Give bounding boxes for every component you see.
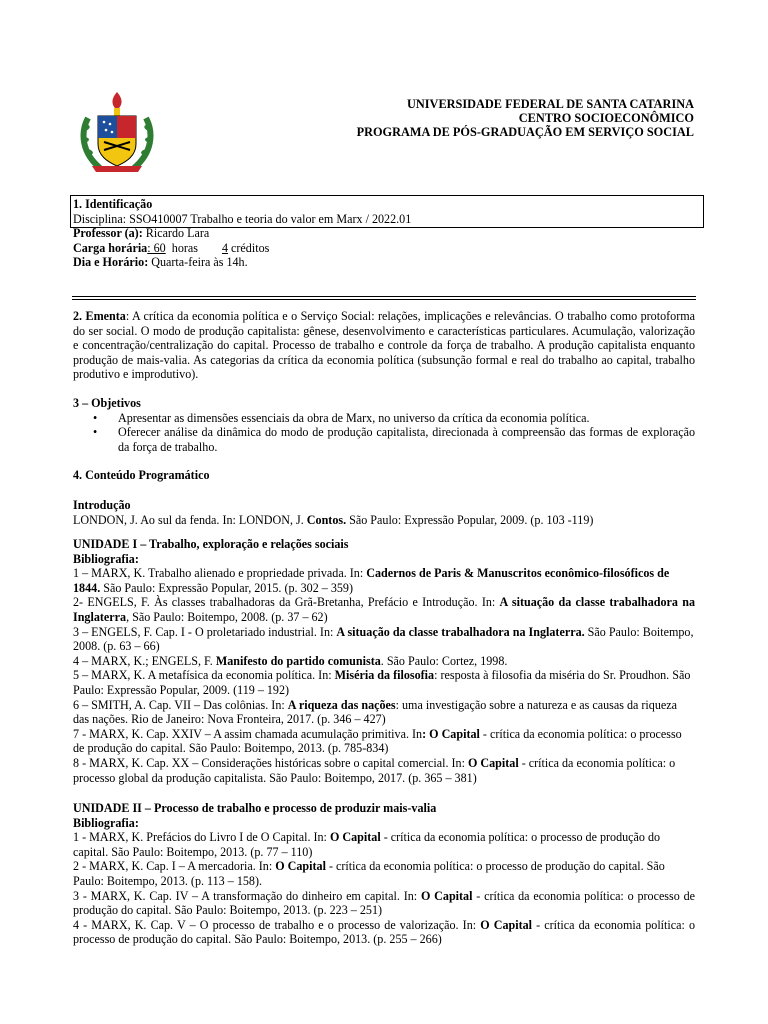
schedule-label: Dia e Horário:	[73, 255, 149, 270]
unit-1-bibliography-label: Bibliografia:	[73, 551, 139, 566]
unit-2-bibliography-label: Bibliografia:	[73, 815, 139, 830]
discipline-line: Disciplina: SSO410007 Trabalho e teoria do valor em Marx / 2022.01	[73, 211, 412, 226]
reference-item: 4 – MARX, K.; ENGELS, F. Manifesto do partido comunista. São Paulo: Cortez, 1998.	[73, 653, 508, 668]
unit-1-heading: UNIDADE I – Trabalho, exploração e relações sociais	[73, 537, 349, 551]
university-name: UNIVERSIDADE FEDERAL DE SANTA CATARINA	[407, 97, 694, 111]
reference-item: 4 - MARX, K. Cap. V – O processo de trabalho e o processo de valorização. In: O Capital - crítica da economia política: o processo de produção do capital. São Paulo: Boitempo, 2013. (p. 255 – 266)	[73, 917, 696, 947]
introduction-section	[73, 498, 695, 527]
objectives-heading: 3 – Objetivos	[73, 396, 141, 410]
reference-item: 5 – MARX, K. A metafísica da economia política. In: Miséria da filosofia: resposta à filosofia da miséria do Sr. Proudhon. São Paulo: Expressão Popular, 2009. (119 – 192)	[73, 668, 691, 697]
bullet-icon: •	[93, 425, 98, 440]
professor-line	[73, 226, 695, 241]
university-seal-logo	[74, 88, 160, 174]
program-name: PROGRAMA DE PÓS-GRADUAÇÃO EM SERVIÇO SOCIAL	[356, 125, 694, 139]
professor-value: Ricardo Lara	[142, 226, 210, 241]
schedule-value: Quarta-feira às 14h.	[148, 255, 248, 270]
divider-bottom	[72, 299, 696, 300]
reference-item: 3 – ENGELS, F. Cap. I - O proletariado industrial. In: A situação da classe trabalhadora na Inglaterra. São Paulo: Boitempo, 2008. (p. 63 – 66)	[73, 624, 694, 654]
identification-heading: 1. Identificação	[73, 197, 153, 211]
reference-item: 8 - MARX, K. Cap. XX – Considerações históricas sobre o capital comercial. In: O Capital - crítica da economia política: o processo global da produção capitalista. São Paulo: Boitempo, 2017. (p. 365 – 381)	[73, 755, 676, 785]
unit-2-heading: UNIDADE II – Processo de trabalho e processo de produzir mais-valia	[73, 801, 437, 815]
reference-item: 7 - MARX, K. Cap. XXIV – A assim chamada acumulação primitiva. In: O Capital - crítica da economia política: o processo de produção do capital. São Paulo: Boitempo, 2013. (p. 785-834)	[73, 726, 682, 756]
unit-2-section	[73, 801, 695, 947]
ementa-label: 2. Ementa	[73, 309, 126, 323]
professor-label: Professor (a):	[73, 226, 143, 241]
schedule-line	[73, 255, 695, 270]
workload-line	[73, 241, 695, 256]
reference-item: 1 – MARX, K. Trabalho alienado e propriedade privada. In: Cadernos de Paris & Manuscritos econômico-filosóficos de 1844. São Paulo: Expressão Popular, 2015. (p. 302 – 359)	[73, 566, 670, 595]
identification-section	[73, 197, 695, 270]
objective-item: • Apresentar as dimensões essenciais da obra de Marx, no universo da crítica da economia política.	[93, 410, 590, 425]
reference-item: 2 - MARX, K. Cap. I – A mercadoria. In: O Capital - crítica da economia política: o processo de produção do capital. São Paulo: Boitempo, 2013. (p. 113 – 158).	[73, 859, 665, 888]
reference-item: 6 – SMITH, A. Cap. VII – Das colônias. In: A riqueza das nações: uma investigação sobre a natureza e as causas da riqueza das nações. Rio de Janeiro: Nova Fronteira, 2017. (p. 346 – 427)	[73, 697, 677, 727]
unit-1-section	[73, 537, 695, 785]
content-heading: 4. Conteúdo Programático	[73, 468, 210, 482]
introduction-heading: Introdução	[73, 498, 131, 512]
divider-top	[72, 296, 696, 297]
workload-label: Carga horária	[73, 240, 148, 255]
reference-item: 2- ENGELS, F. Às classes trabalhadoras da Grã-Bretanha, Prefácio e Introdução. In: A situação da classe trabalhadora na Inglaterra, São Paulo: Boitempo, 2008. (p. 37 – 62)	[73, 595, 695, 624]
workload-credits: 4	[221, 240, 229, 255]
introduction-reference: LONDON, J. Ao sul da fenda. In: LONDON, J. Contos. São Paulo: Expressão Popular, 2009. (p. 103 -119)	[73, 512, 594, 527]
center-name: CENTRO SOCIOECONÔMICO	[518, 111, 694, 125]
reference-item: 3 - MARX, K. Cap. IV – A transformação do dinheiro em capital. In: O Capital - crítica da economia política: o processo de produção do capital. São Paulo: Boitempo, 2013. (p. 223 – 251)	[73, 888, 695, 918]
objective-item: • Oferecer análise da dinâmica do modo de produção capitalista, direcionada à compreensão das formas de exploração da força de trabalho.	[93, 425, 695, 454]
bullet-icon: •	[93, 410, 98, 425]
reference-item: 1 - MARX, K. Prefácios do Livro I de O Capital. In: O Capital - crítica da economia política: o processo de produção do capital. São Paulo: Boitempo, 2013. (p. 77 – 110)	[73, 830, 661, 859]
workload-hours-word: horas	[165, 240, 198, 255]
workload-hours: : 60	[147, 240, 166, 255]
objectives-section	[73, 396, 695, 454]
ementa-text: : A crítica da economia política e o Serviço Social: relações, implicações e relevâncias. O trabalho como protoforma do ser social. O modo de produção capitalista: gênese, desenvolvimento e características particulares. Acumulação, valorização e concentração/centralização do capital. Processo de trabalho e controle da força de trabalho. A produção capitalista enquanto produção de mais-valia. As categorias da crítica da economia política (subsunção formal e real do trabalho ao capital, trabalho produtivo e improdutivo).	[73, 309, 696, 382]
workload-credits-word: créditos	[228, 240, 270, 255]
ementa-section	[73, 309, 695, 382]
